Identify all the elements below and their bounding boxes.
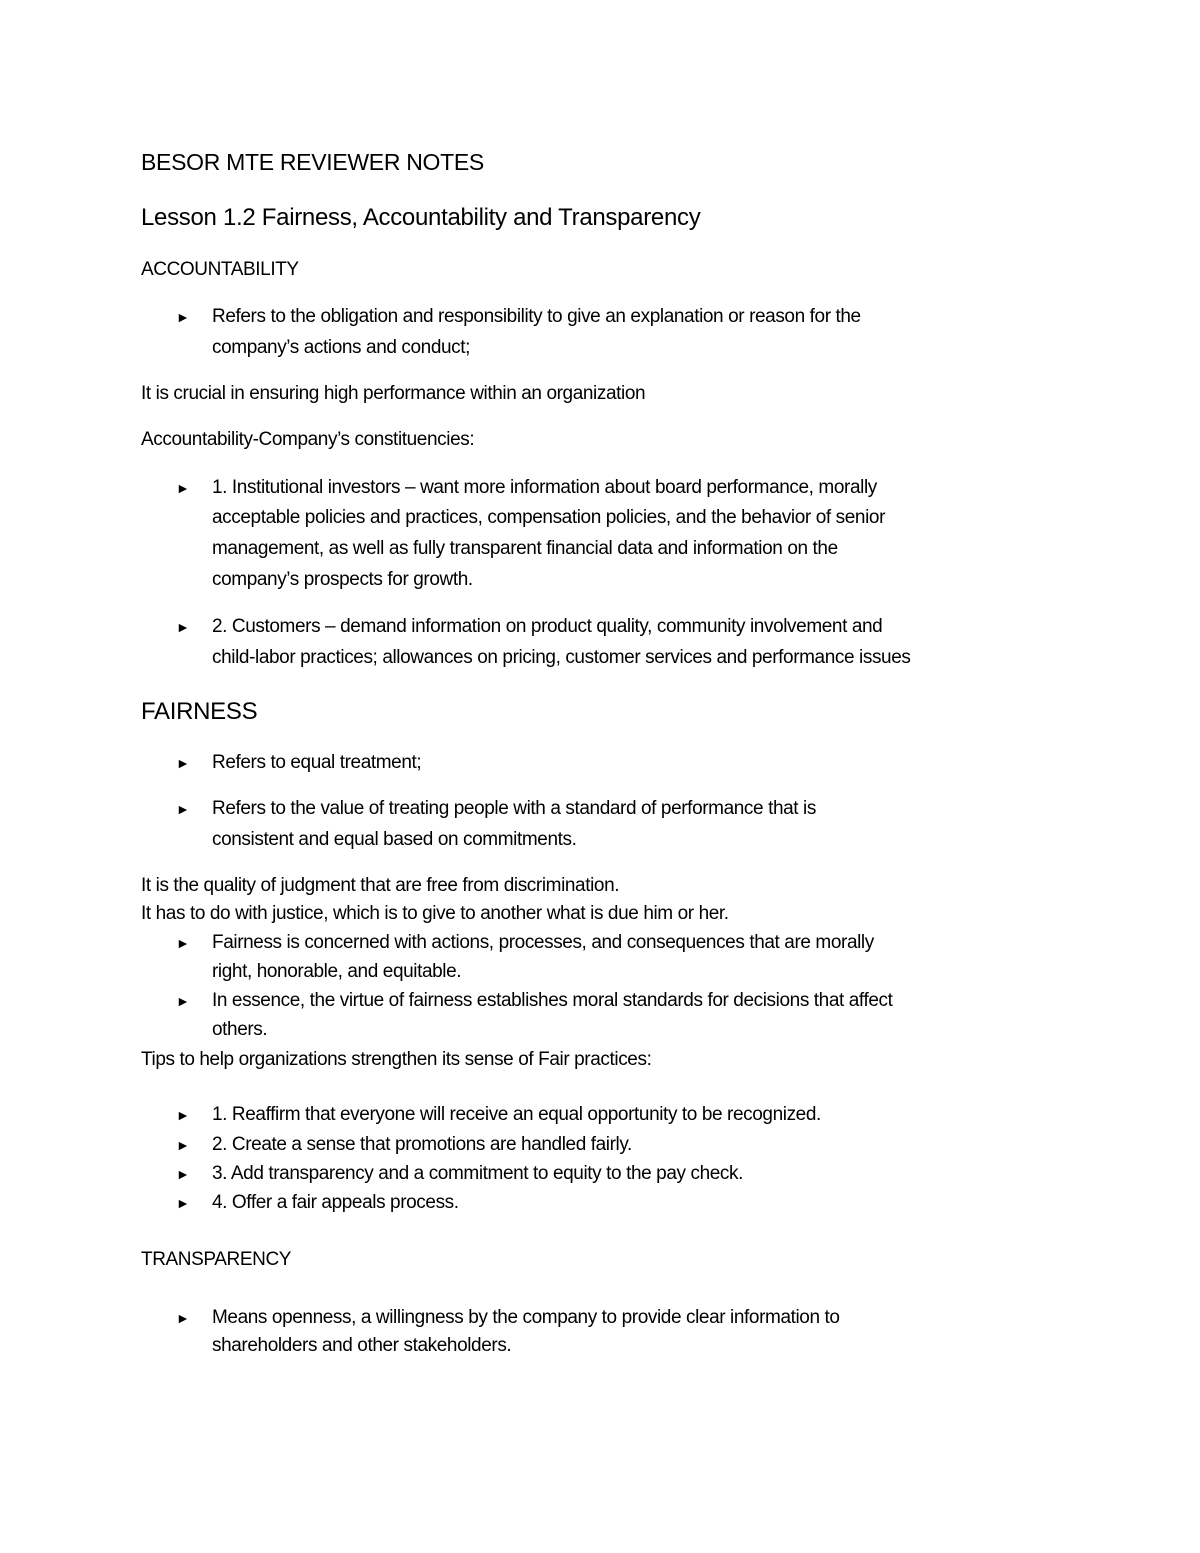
bullet-icon: ► [176,309,190,325]
list-item: Fairness is concerned with actions, processes, and consequences that are morally [212,932,874,953]
tip-item: 1. Reaffirm that everyone will receive an equal opportunity to be recognized. [212,1104,821,1125]
paragraph: It is the quality of judgment that are free from discrimination. [141,875,620,896]
bullet-icon: ► [176,1107,190,1123]
document-title: BESOR MTE REVIEWER NOTES [141,149,484,175]
accountability-definition: company’s actions and conduct; [212,337,471,358]
bullet-icon: ► [176,1166,190,1182]
list-item-customers: 2. Customers – demand information on product quality, community involvement and [212,616,883,637]
transparency-heading: TRANSPARENCY [141,1249,292,1270]
bullet-icon: ► [176,1137,190,1153]
list-item: In essence, the virtue of fairness establishes moral standards for decisions that affect [212,990,893,1011]
bullet-icon: ► [176,619,190,635]
bullet-icon: ► [176,993,190,1009]
bullet-icon: ► [176,480,190,496]
list-item: right, honorable, and equitable. [212,961,462,982]
paragraph: It is crucial in ensuring high performance within an organization [141,383,646,404]
list-item-investors: management, as well as fully transparent financial data and information on the [212,538,838,559]
accountability-heading: ACCOUNTABILITY [141,259,299,280]
list-item: Refers to equal treatment; [212,752,422,773]
bullet-icon: ► [176,1310,190,1326]
tip-item: 2. Create a sense that promotions are handled fairly. [212,1134,632,1155]
list-item-investors: 1. Institutional investors – want more information about board performance, morally [212,477,877,498]
tip-item: 4. Offer a fair appeals process. [212,1192,459,1213]
paragraph: Accountability-Company’s constituencies: [141,429,475,450]
list-item: consistent and equal based on commitments. [212,829,577,850]
paragraph: It has to do with justice, which is to give to another what is due him or her. [141,903,729,924]
fairness-heading: FAIRNESS [141,698,258,725]
bullet-icon: ► [176,1195,190,1211]
transparency-definition: Means openness, a willingness by the company to provide clear information to [212,1307,840,1328]
accountability-definition: Refers to the obligation and responsibility to give an explanation or reason for the [212,306,861,327]
bullet-icon: ► [176,935,190,951]
transparency-definition: shareholders and other stakeholders. [212,1335,512,1356]
tip-item: 3. Add transparency and a commitment to equity to the pay check. [212,1163,743,1184]
bullet-icon: ► [176,755,190,771]
list-item-investors: acceptable policies and practices, compensation policies, and the behavior of senior [212,507,885,528]
lesson-heading: Lesson 1.2 Fairness, Accountability and Transparency [141,204,701,231]
paragraph: Tips to help organizations strengthen its sense of Fair practices: [141,1049,652,1070]
list-item: Refers to the value of treating people with a standard of performance that is [212,798,816,819]
list-item-investors: company’s prospects for growth. [212,569,473,590]
bullet-icon: ► [176,801,190,817]
list-item-customers: child-labor practices; allowances on pricing, customer services and performance issues [212,647,911,668]
list-item: others. [212,1019,268,1040]
